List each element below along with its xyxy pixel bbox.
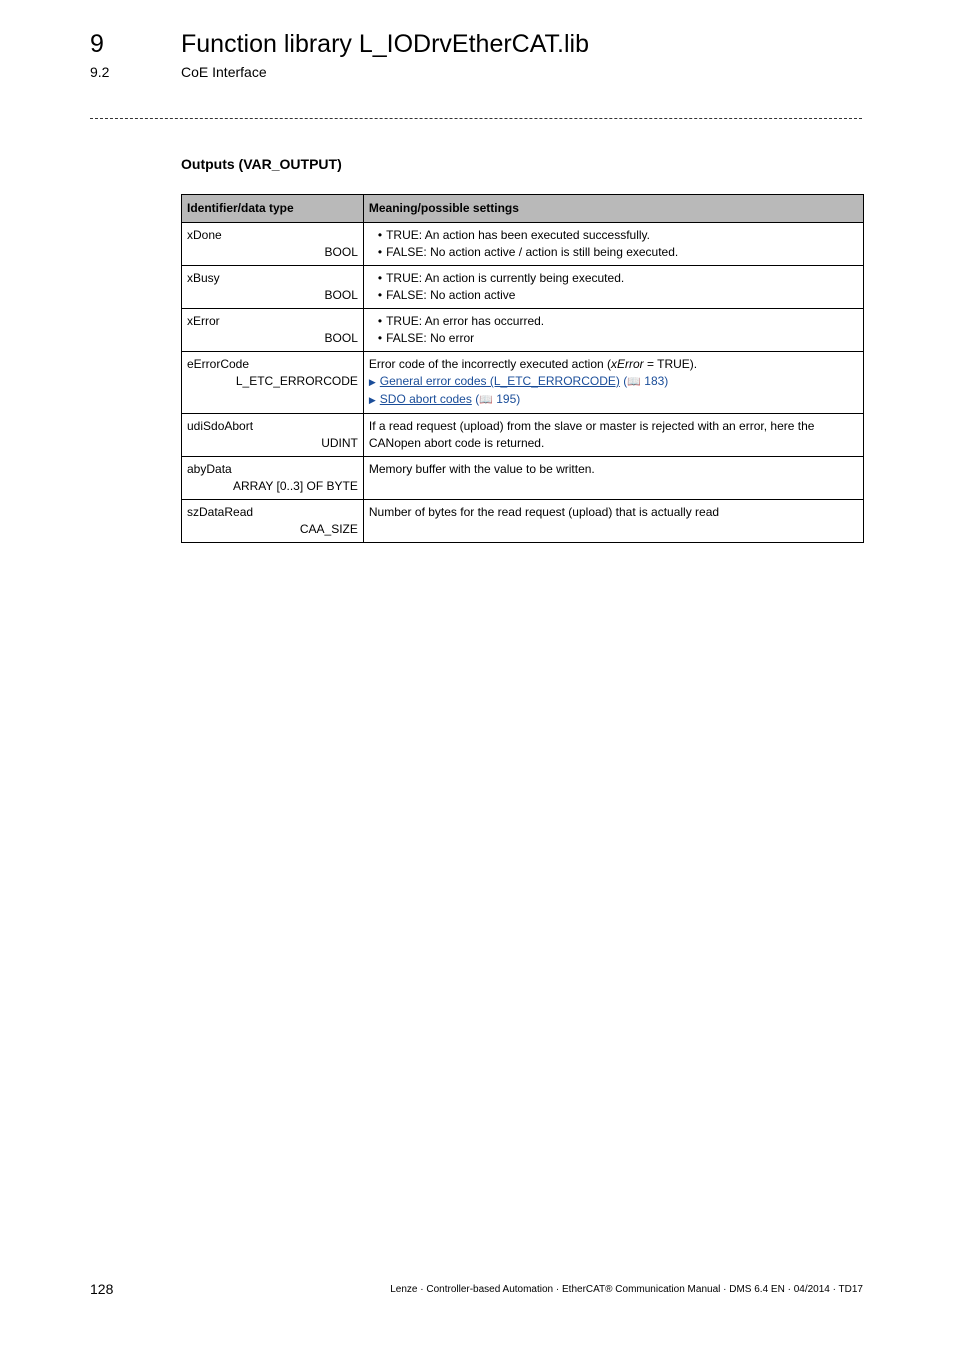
footer-text: Lenze · Controller-based Automation · EtherCAT® Communication Manual · DMS 6.4 EN · 04/2014 · TD17 <box>390 1284 863 1295</box>
table-row <box>182 266 864 309</box>
identifier-cell <box>182 266 364 309</box>
error-code-description: Error code of the incorrectly executed action (xError = TRUE). <box>368 357 698 371</box>
meaning-cell <box>363 309 863 352</box>
meaning-cell <box>363 223 863 266</box>
data-type: CAA_SIZE <box>299 522 358 536</box>
identifier-name: xError <box>187 314 220 328</box>
table-header-row <box>182 195 864 223</box>
header-divider <box>90 118 862 119</box>
bullet-item: • TRUE: An action is currently being executed. <box>378 270 858 287</box>
identifier-cell <box>182 500 364 543</box>
data-type: BOOL <box>324 245 358 259</box>
identifier-cell <box>182 352 364 414</box>
bullet-item: • FALSE: No action active / action is still being executed. <box>378 244 858 261</box>
identifier-name: xDone <box>187 228 222 242</box>
table-row <box>182 223 864 266</box>
meaning-cell <box>363 352 863 414</box>
meaning-cell: Memory buffer with the value to be written. <box>363 457 863 500</box>
bullet-item: • TRUE: An error has occurred. <box>378 313 858 330</box>
general-error-codes-link[interactable]: General error codes (L_ETC_ERRORCODE) <box>379 374 620 388</box>
table-row <box>182 309 864 352</box>
meaning-cell: Number of bytes for the read request (upload) that is actually read <box>363 500 863 543</box>
cross-reference: ▶ SDO abort codes (📖 195) <box>368 392 521 406</box>
table-row <box>182 500 864 543</box>
identifier-name: szDataRead <box>187 505 254 519</box>
bullet-item: • FALSE: No action active <box>378 287 858 304</box>
chapter-number: 9 <box>90 30 104 58</box>
meaning-cell <box>363 266 863 309</box>
link-arrow-icon: ▶ <box>368 377 376 387</box>
bullet-item: • TRUE: An action has been executed successfully. <box>378 227 858 244</box>
table-row <box>182 414 864 457</box>
data-type: ARRAY [0..3] OF BYTE <box>232 479 358 493</box>
identifier-cell <box>182 223 364 266</box>
page-number: 128 <box>90 1281 114 1297</box>
identifier-name: abyData <box>187 462 232 476</box>
data-type: BOOL <box>324 331 358 345</box>
column-header-meaning: Meaning/possible settings <box>363 195 863 223</box>
identifier-cell <box>182 414 364 457</box>
sdo-abort-codes-link[interactable]: SDO abort codes <box>379 392 472 406</box>
identifier-name: xBusy <box>187 271 220 285</box>
data-type: BOOL <box>324 288 358 302</box>
section-title: CoE Interface <box>181 64 267 80</box>
chapter-title: Function library L_IODrvEtherCAT.lib <box>181 30 590 58</box>
italic-identifier: xError <box>611 357 644 371</box>
table-row <box>182 352 864 414</box>
identifier-name: eErrorCode <box>187 357 250 371</box>
outputs-table <box>181 194 864 543</box>
outputs-heading: Outputs (VAR_OUTPUT) <box>181 156 342 172</box>
data-type: UDINT <box>321 436 358 450</box>
section-number: 9.2 <box>90 64 110 80</box>
table-row <box>182 457 864 500</box>
link-arrow-icon: ▶ <box>368 395 376 405</box>
column-header-identifier: Identifier/data type <box>182 195 364 223</box>
meaning-cell: If a read request (upload) from the slave or master is rejected with an error, here the CANopen abort code is returned. <box>363 414 863 457</box>
identifier-name: udiSdoAbort <box>187 419 254 433</box>
bullet-item: • FALSE: No error <box>378 330 858 347</box>
identifier-cell <box>182 457 364 500</box>
page-reference[interactable]: 195 <box>496 392 517 406</box>
cross-reference: ▶ General error codes (L_ETC_ERRORCODE) (📖 183) <box>368 374 669 388</box>
data-type: L_ETC_ERRORCODE <box>235 374 358 388</box>
book-icon: 📖 <box>479 394 493 406</box>
identifier-cell <box>182 309 364 352</box>
page-reference[interactable]: 183 <box>644 374 665 388</box>
book-icon: 📖 <box>627 376 641 388</box>
